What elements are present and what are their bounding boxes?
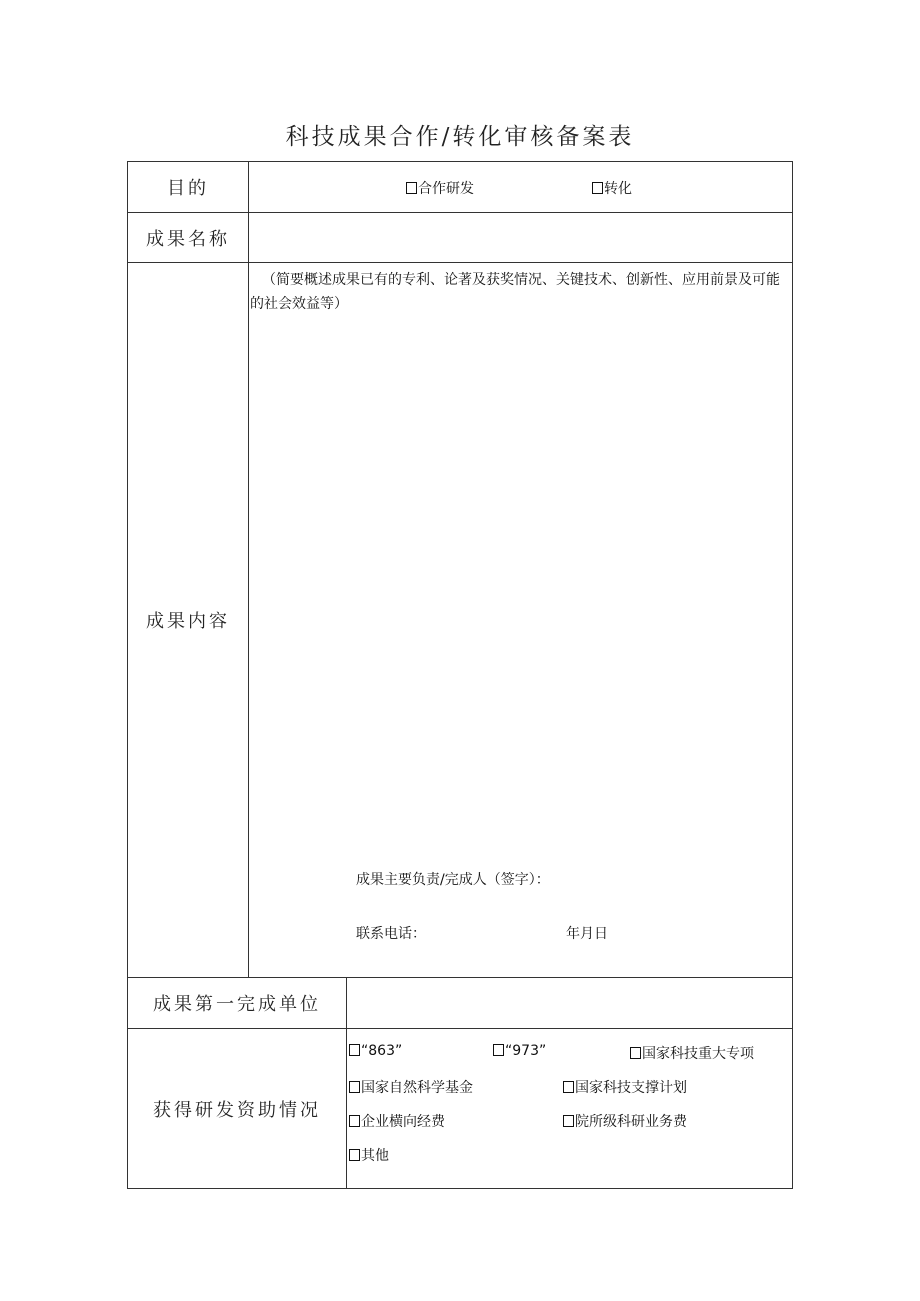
- option-label: 国家自然科学基金: [361, 1080, 473, 1096]
- column-divider: [346, 977, 347, 1189]
- option-label: 院所级科研业务费: [575, 1114, 687, 1130]
- option-label: “863”: [361, 1043, 403, 1059]
- funding-option-863[interactable]: [349, 1043, 402, 1059]
- checkbox[interactable]: [349, 1081, 360, 1093]
- funding-option-institute[interactable]: [563, 1111, 687, 1131]
- content-label: 成果内容: [146, 611, 230, 632]
- funding-option-nsfc[interactable]: [349, 1077, 473, 1097]
- checkbox[interactable]: [406, 182, 417, 194]
- funding-option-973[interactable]: [493, 1043, 546, 1059]
- funding-option-support-plan[interactable]: [563, 1077, 687, 1097]
- option-label: 其他: [361, 1148, 389, 1164]
- checkbox[interactable]: [349, 1149, 360, 1161]
- option-label: 企业横向经费: [361, 1114, 445, 1130]
- funding-label: 获得研发资助情况: [153, 1099, 321, 1121]
- checkbox[interactable]: [349, 1044, 360, 1056]
- unit-label: 成果第一完成单位: [153, 994, 321, 1015]
- checkbox[interactable]: [630, 1047, 641, 1059]
- name-label: 成果名称: [146, 228, 230, 250]
- form-title: 科技成果合作/转化审核备案表: [285, 124, 635, 150]
- option-label: “973”: [505, 1043, 547, 1059]
- option-label: 国家科技重大专项: [642, 1046, 754, 1062]
- funding-option-major-project[interactable]: [630, 1043, 754, 1063]
- content-hint: （简要概述成果已有的专利、论著及获奖情况、关键技术、创新性、应用前景及可能的社会效益等）: [250, 272, 780, 312]
- funding-option-enterprise[interactable]: [349, 1111, 445, 1131]
- checkbox[interactable]: [563, 1081, 574, 1093]
- checkbox[interactable]: [563, 1115, 574, 1127]
- purpose-label: 目的: [167, 178, 209, 199]
- signature-label: 成果主要负责/完成人（签字）：: [356, 872, 550, 888]
- funding-option-other[interactable]: [349, 1145, 389, 1165]
- option-label: 国家科技支撑计划: [575, 1080, 687, 1096]
- date-label: 年月日: [566, 926, 608, 942]
- purpose-option-cooperation[interactable]: [406, 178, 474, 198]
- name-field[interactable]: [252, 225, 788, 251]
- phone-label: 联系电话：: [356, 926, 426, 942]
- column-divider: [248, 161, 249, 978]
- option-label: 转化: [604, 181, 632, 197]
- checkbox[interactable]: [493, 1044, 504, 1056]
- option-label: 合作研发: [418, 181, 474, 197]
- checkbox[interactable]: [592, 182, 603, 194]
- checkbox[interactable]: [349, 1115, 360, 1127]
- unit-field[interactable]: [352, 990, 788, 1016]
- purpose-option-transfer[interactable]: [592, 178, 632, 198]
